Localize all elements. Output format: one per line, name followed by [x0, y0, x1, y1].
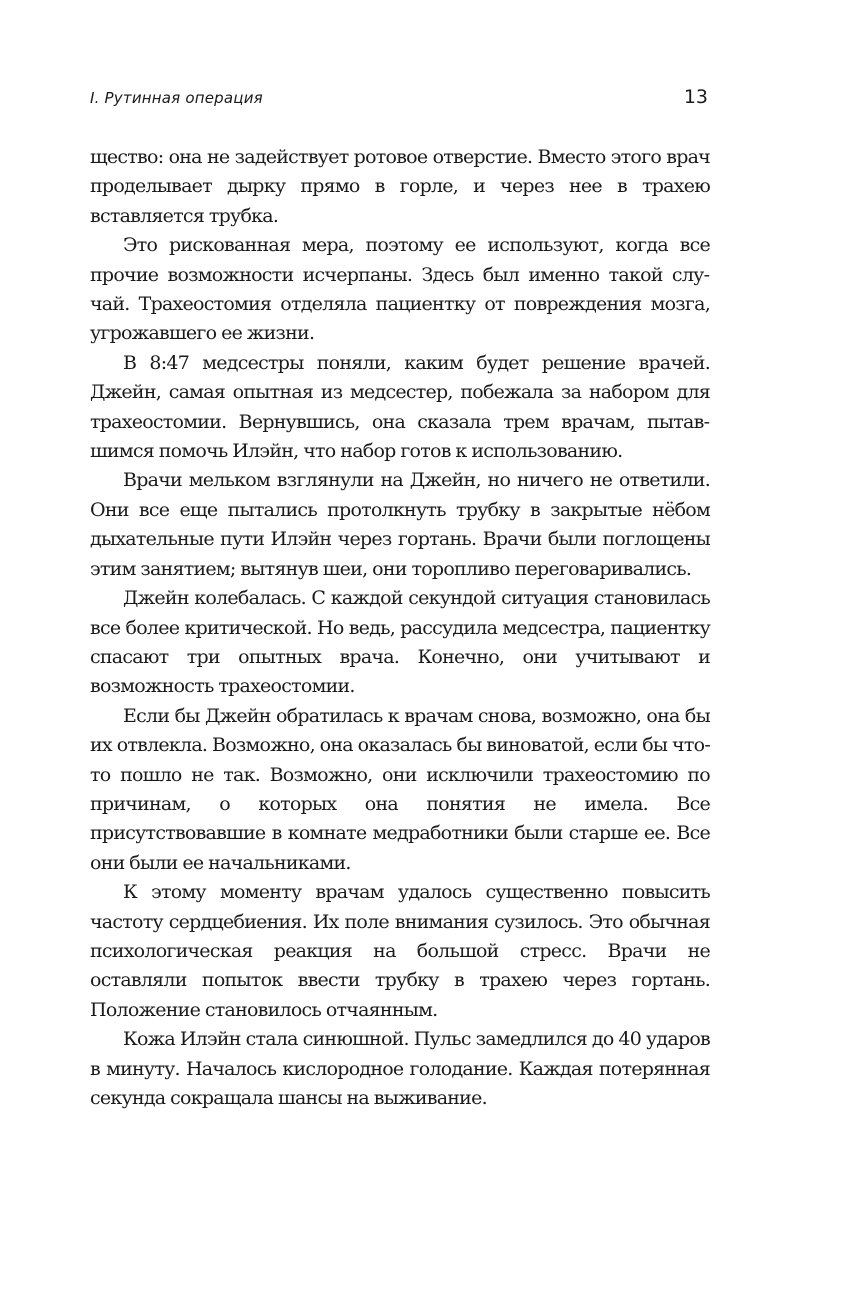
paragraph-1: щество: она не задействует ротовое отверстие. Вместо этого врач проделывает дырку прямо в горле, и через нее в трахею вставляется трубка.	[90, 146, 710, 227]
paragraph-8: Кожа Илэйн стала синюшной. Пульс замедлился до 40 ударов в минуту. Началось кислородное голодание. Каждая потерянная секунда сокращала шансы на выживание.	[90, 1028, 710, 1109]
paragraph-4: Врачи мельком взглянули на Джейн, но ничего не ответили. Они все еще пытались протолкнуть трубку в закрытые нёбом дыхательные пути Илэйн через гортань. Врачи были поглощены этим занятием; вытянув шеи, они торопливо переговаривались.	[90, 469, 710, 580]
book-page	[90, 0, 710, 1299]
paragraph-3: В 8:47 медсестры поняли, каким будет решение врачей. Джейн, самая опытная из медсестер, побежала за набором для трахеостомии. Вернувшись, она сказала трем врачам, пытавшимся помочь Илэйн, что набор готов к использованию.	[90, 351, 710, 463]
paragraph-2: Это рискованная мера, поэтому ее используют, когда все прочие возможности исчерпаны. Здесь был именно такой случай. Трахеостомия отделяла пациентку от повреждения мозга, угрожавшего ее жизни.	[90, 234, 710, 345]
paragraph-6: Если бы Джейн обратилась к врачам снова, возможно, она бы их отвлекла. Возможно, она оказалась бы виноватой, если бы что-то пошло не так. Возможно, они исключили трахеостомию по причинам, о которых она понятия не имела. Все присутствовавшие в комнате медработники были старше ее. Все они были ее начальниками.	[90, 704, 710, 874]
paragraph-5: Джейн колебалась. С каждой секундой ситуация становилась все более критической. Но ведь, рассудила медсестра, пациентку спасают три опытных врача. Конечно, они учитывают и возможность трахеостомии.	[90, 587, 710, 698]
body-text	[90, 143, 710, 1113]
paragraph-7: К этому моменту врачам удалось существенно повысить частоту сердцебиения. Их поле внимания сузилось. Это обычная психологическая реакция на большой стресс. Врачи не оставляли попыток ввести трубку в трахею через гортань. Положение становилось отчаянным.	[90, 881, 710, 1021]
running-head	[90, 86, 710, 112]
chapter-title: I. Рутинная операция	[90, 89, 263, 107]
page-number: 13	[683, 86, 708, 108]
